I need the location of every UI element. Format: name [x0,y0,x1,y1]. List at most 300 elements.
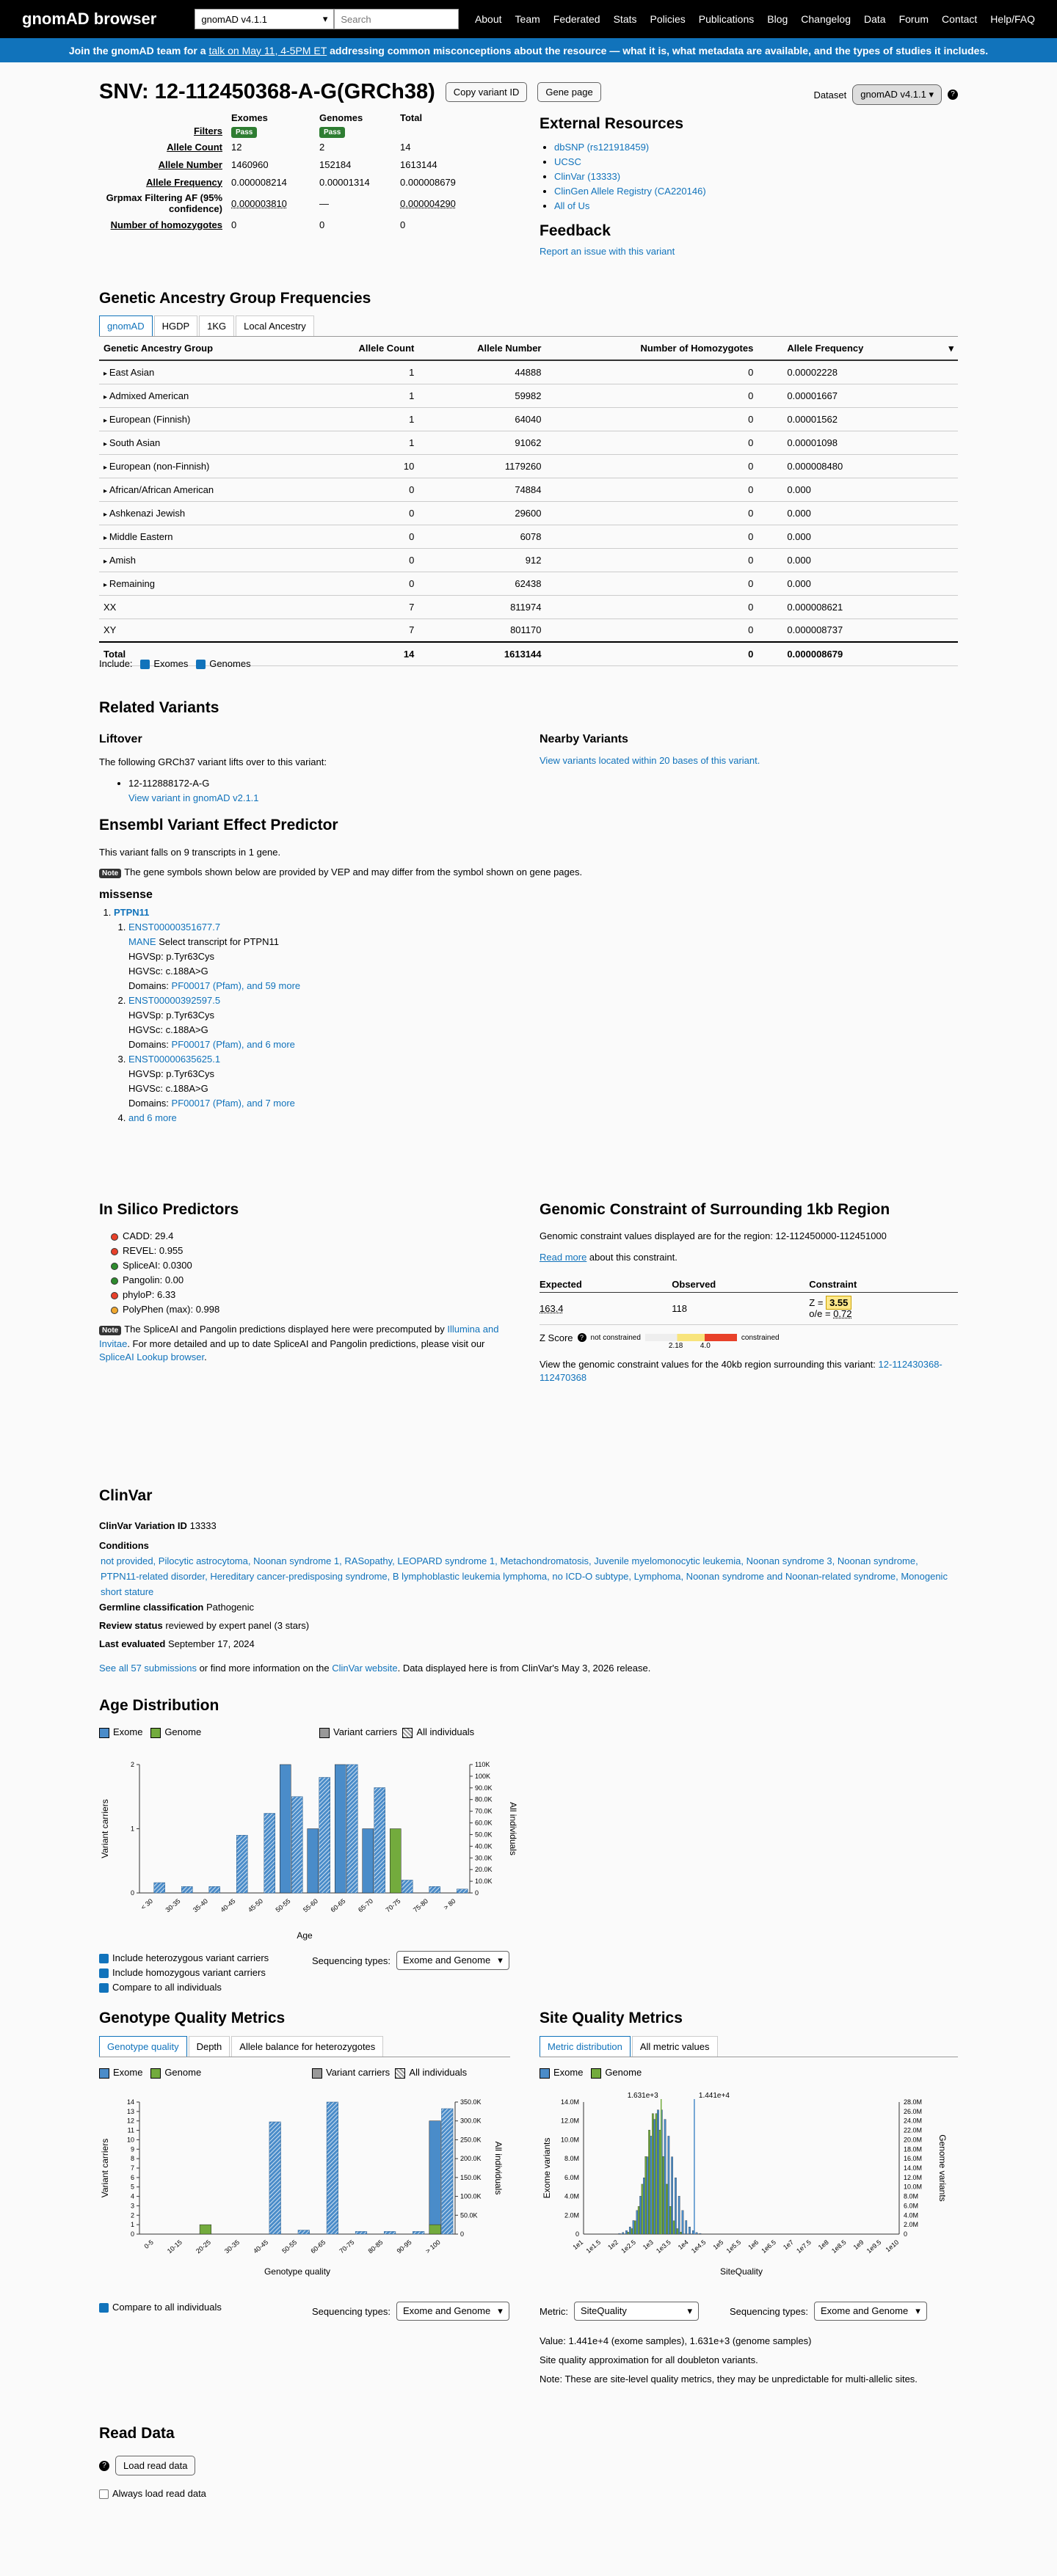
gq-chart [99,2087,525,2278]
genome-bar [655,2114,657,2234]
y2-axis-label: All individuals [508,1802,518,1856]
x-tick-label: 90-95 [395,2238,413,2255]
clinvar-section: ClinVar Variation ID 13333 Conditions not provided, Pilocytic astrocytoma, Noonan syndrome 1, RASopathy, LEOPARD syndrome 1, Metachondromatosis, Juvenile myelomonocytic leukemia, Noonan syndrome 3, Noonan syndrome, PTPN11-related disorder, Hereditary cancer-predisposing syndrome, B lymphoblastic leukemia lymphoma, no ICD-O subtype, Lymphoma, Noonan syndrome and Noonan-related syndrome, Monogenic short stature Germline classification Pathogenic Review status reviewed by expert panel (3 stars) Last evaluated September 17, 2024 See all 57 submissions or find more information on the ClinVar website. Data displayed here is from ClinVar's May 3, 2026 release. [99,1518,958,1676]
status-dot-icon [111,1292,118,1299]
y2-tick-label: 10.0K [475,1878,493,1886]
external-resources: External Resources • dbSNP (rs121918459) • UCSC • ClinVar (13333) • ClinGen Allele Registry (CA220146) • All of Us Feedback Report an issue with this variant [540,115,951,257]
always-load-checkbox[interactable] [99,2489,109,2499]
banner-link[interactable]: talk on May 11, 4-5PM ET [208,44,327,56]
metric-select[interactable]: SiteQuality ▾ [574,2302,699,2321]
y-tick-label: 0 [130,2230,134,2238]
gq-legend: Exome Genome Variant carriers All individuals [99,2067,510,2079]
y-tick-label: 14.0M [560,2098,579,2106]
gq-compare-checkbox[interactable] [99,2303,109,2313]
y2-tick-label: 6.0M [904,2202,919,2210]
constraint-title: Genomic Constraint of Surrounding 1kb Region [540,1201,890,1218]
y2-tick-label: 0 [460,2230,465,2238]
x-tick-label: 1e2 [606,2238,620,2252]
exome-bar [633,2220,634,2234]
y2-tick-label: 12.0M [904,2173,923,2181]
expand-icon[interactable]: ▸ [103,439,109,448]
y-tick-label: 1 [130,1825,134,1833]
y-axis-label: Exome variants [542,2137,552,2199]
exome-bar [696,2233,697,2234]
nav-blog[interactable]: Blog [767,13,788,25]
x-tick-label: 20-25 [194,2238,213,2255]
exomes-checkbox[interactable] [140,660,150,669]
exome-bar [636,2211,638,2234]
variant-header [99,80,601,104]
y-tick-label: 4 [130,2192,134,2200]
status-dot-icon [111,1263,118,1270]
y-tick-label: 12 [126,2117,134,2125]
compare-checkbox[interactable] [99,1983,109,1993]
x-tick-label: 1e1 [571,2238,585,2252]
expand-icon[interactable]: ▸ [103,416,109,425]
exome-bar [700,2233,701,2234]
insilico-section: CADD: 29.4 REVEL: 0.955 SpliceAI: 0.0300 Pangolin: 0.00 phyloP: 6.33 PolyPhen (max): 0.998 Note The SpliceAI and Pangolin predictions displayed here were precomputed by Illumina and Invitae. For more detailed and up to date SpliceAI and Pangolin predictions, please visit our SpliceAI Lookup browser. [99,1229,510,1364]
y2-tick-label: 8.0M [904,2192,919,2200]
clinvar-title: ClinVar [99,1487,153,1504]
all-individuals-bar [355,2231,367,2234]
all-individuals-bar [327,2102,338,2234]
all-individuals-bar [413,2231,424,2234]
all-individuals-bar [457,1889,468,1893]
x-tick-label: 1e9 [851,2238,865,2252]
help-icon[interactable]: ? [99,2461,109,2471]
status-dot-icon [111,1307,118,1314]
ancestry-row[interactable]: ▸ European (non-Finnish) 10 1179260 0 0.000008480 [99,454,958,478]
y-tick-label: 11 [127,2126,134,2134]
sq-seq-select[interactable]: Exome and Genome ▾ [814,2302,927,2321]
age-seq-types: Sequencing types: Exome and Genome ▾ [312,1951,509,1970]
exome-bar [682,2211,683,2234]
x-tick-label: 1e6 [747,2238,760,2252]
age-options: Include heterozygous variant carriers Include homozygous variant carriers Compare to all individuals [99,1951,269,1995]
x-tick-label: 55-60 [301,1897,320,1914]
y-tick-label: 2 [130,2211,134,2219]
search-input[interactable]: Search [334,9,459,29]
expand-icon[interactable]: ▸ [103,463,109,472]
genome-bar [200,2225,211,2234]
genome-bar [642,2184,643,2234]
y2-tick-label: 20.0M [904,2136,923,2144]
transcript-link[interactable]: ENST00000351677.7 [128,922,221,933]
gq-tabs [99,2036,510,2057]
clingen-link[interactable]: ClinGen Allele Registry (CA220146) [554,186,706,197]
nearby-link[interactable]: View variants located within 20 bases of this variant. [540,755,760,766]
predictor-item: Pangolin: 0.00 [111,1273,510,1288]
predictor-item: phyloP: 6.33 [111,1288,510,1302]
all-individuals-bar [429,1886,440,1893]
conditions-list[interactable]: not provided, Pilocytic astrocytoma, Noonan syndrome 1, RASopathy, LEOPARD syndrome 1, Metachondromatosis, Juvenile myelomonocytic leukemia, Noonan syndrome 3, Noonan syndrome, PTPN11-related disorder, Hereditary cancer-predisposing syndrome, B lymphoblastic leukemia lymphoma, no ICD-O subtype, Lymphoma, Noonan syndrome and Noonan-related syndrome, Monogenic short stature [101,1555,948,1597]
liftover-section: The following GRCh37 variant lifts over to this variant: • 12-112888172-A-G View variant in gnomAD v2.1.1 [99,755,327,806]
gq-compare: Compare to all individuals [99,2302,222,2313]
y2-tick-label: 300.0K [460,2117,482,2125]
x-tick-label: 50-55 [280,2238,299,2255]
x-tick-label: 35-40 [191,1897,210,1914]
exome-bar [429,2121,441,2234]
genome-bar [669,2206,671,2234]
genome-bar [628,2232,629,2234]
y-tick-label: 6 [130,2173,134,2181]
all-individuals-bar [209,1886,220,1893]
x-tick-label: 1e5 [711,2238,725,2252]
age-title: Age Distribution [99,1697,219,1714]
exome-bar [280,1765,291,1893]
all-individuals-bar [154,1883,165,1893]
y2-tick-label: 50.0K [460,2211,478,2219]
pass-badge: Pass [319,127,345,138]
x-tick-label: 1e9.5 [865,2238,883,2255]
x-tick-label: 50-55 [274,1897,292,1914]
expand-icon[interactable]: ▸ [103,557,109,566]
tab-local-ancestry[interactable]: Local Ancestry [236,315,314,336]
y-axis-label: Variant carriers [100,2138,110,2198]
ancestry-row[interactable]: ▸ African/African American 0 74884 0 0.000 [99,478,958,501]
x-tick-label: 30-35 [223,2238,241,2255]
ancestry-row[interactable]: ▸ European (Finnish) 1 64040 0 0.00001562 [99,407,958,431]
related-title: Related Variants [99,699,219,716]
liftover-title: Liftover [99,733,142,745]
all-individuals-bar [264,1814,275,1894]
x-tick-label: 70-75 [384,1897,402,1914]
nav-team[interactable]: Team [515,13,540,25]
help-icon[interactable]: ? [948,90,958,100]
y-tick-label: 3 [130,2202,134,2210]
x-tick-label: 30-35 [164,1897,182,1914]
x-tick-label: > 80 [442,1897,457,1911]
y-tick-label: 8.0M [564,2155,579,2163]
help-icon: ? [578,1333,586,1342]
load-read-data [99,2456,195,2475]
zscore-scale: Z Score ? not constrained 2.18 4.0 constrained [540,1332,780,1350]
x-tick-label: 1e10 [884,2238,901,2254]
constraint-table: Expected Observed Constraint 163.4 118 Z = 3.55 o/e = 0.72 [540,1277,958,1325]
readdata-title: Read Data [99,2425,175,2442]
ancestry-row[interactable]: ▸ Remaining 0 62438 0 0.000 [99,572,958,595]
include-options: Include: Exomes Genomes [99,658,251,669]
y2-tick-label: 18.0M [904,2145,923,2153]
y-tick-label: 2 [130,1761,134,1768]
exome-bar [647,2157,648,2234]
exome-bar [622,2233,624,2234]
y2-tick-label: 0 [904,2230,908,2238]
x-tick-label: 1e7 [782,2238,795,2252]
liftover-link[interactable]: View variant in gnomAD v2.1.1 [128,792,259,803]
y-tick-label: 8 [130,2155,134,2163]
x-tick-label: 40-45 [252,2238,270,2255]
nav-stats[interactable]: Stats [613,13,637,25]
ancestry-row: XX 7 811974 0 0.000008621 [99,595,958,619]
dataset-button[interactable]: gnomAD v4.1.1 ▾ [852,84,942,105]
chevron-down-icon: ▾ [322,13,328,24]
y2-tick-label: 16.0M [904,2155,923,2163]
sq-title: Site Quality Metrics [540,2010,683,2026]
ancestry-row[interactable]: ▸ Middle Eastern 0 6078 0 0.000 [99,525,958,548]
all-individuals-bar [269,2122,281,2234]
ancestry-row[interactable]: ▸ East Asian 1 44888 0 0.00002228 [99,360,958,384]
exome-bar [664,2120,666,2234]
exome-bar [689,2227,690,2234]
y2-tick-label: 60.0K [475,1819,493,1827]
all-individuals-bar [346,1765,357,1893]
exome-bar [619,2233,620,2234]
tab-all-metric-values[interactable]: All metric values [632,2036,718,2057]
genomes-checkbox[interactable] [196,660,206,669]
y-axis-label: Variant carriers [100,1799,110,1858]
y2-tick-label: 30.0K [475,1854,493,1862]
y2-tick-label: 250.0K [460,2136,482,2144]
x-tick-label: 75-80 [411,1897,430,1914]
y-tick-label: 9 [130,2145,134,2153]
sq-tabs [540,2036,958,2057]
x-tick-label: 1e3.5 [655,2238,672,2255]
exome-bar [625,2230,627,2234]
ancestry-tabs [99,315,958,337]
x-tick-label: 0-5 [142,2238,155,2250]
nav-help[interactable]: Help/FAQ [990,13,1035,25]
exome-bar [675,2178,676,2234]
genome-bar [634,2221,636,2234]
genome-bar [631,2228,633,2234]
expand-icon[interactable]: ▸ [103,580,109,589]
exome-bar [657,2110,658,2234]
nearby-title: Nearby Variants [540,733,628,745]
gq-title: Genotype Quality Metrics [99,2010,286,2026]
page-title: SNV: 12-112450368-A-G(GRCh38) [99,80,435,103]
y-tick-label: 4.0M [564,2192,579,2200]
all-individuals-bar [291,1797,302,1893]
dataset-picker: Dataset gnomAD v4.1.1 ▾ ? [813,84,958,105]
y2-tick-label: 100K [475,1772,491,1780]
x-tick-label: 60-65 [309,2238,327,2255]
allofus-link[interactable]: All of Us [554,200,590,211]
gene-link[interactable]: PTPN11 [114,907,150,918]
x-tick-label: > 100 [424,2238,442,2255]
genome-bar [666,2184,667,2234]
status-dot-icon [111,1277,118,1285]
top-nav-bar [0,0,1057,38]
x-tick-label: 60-65 [329,1897,347,1914]
exome-bar [639,2196,641,2234]
y-tick-label: 10.0M [560,2136,579,2144]
exome-bar [629,2227,631,2234]
tab-metric-distribution[interactable]: Metric distribution [540,2036,631,2057]
age-legend: Exome Genome Variant carriers All individuals [99,1726,510,1738]
x-tick-label: 65-70 [356,1897,375,1914]
load-read-data-button[interactable]: Load read data [115,2456,195,2475]
dbsnp-link[interactable]: dbSNP (rs121918459) [554,142,650,153]
announcement-banner: Join the gnomAD team for a talk on May 11, 4-5PM ET addressing common misconceptions about the resource — what it is, what metadata are available, and the types of studies it includes. [0,38,1057,62]
x-tick-label: 1e8 [816,2238,830,2252]
ancestry-title: Genetic Ancestry Group Frequencies [99,290,371,307]
x-tick-label: 80-85 [366,2238,385,2255]
genome-bar [677,2228,678,2234]
exome-bar [654,2120,655,2234]
always-load: Always load read data [99,2488,206,2499]
y2-tick-label: 150.0K [460,2173,482,2181]
y2-tick-label: 40.0K [475,1842,493,1850]
y2-tick-label: 2.0M [904,2221,919,2229]
y-tick-label: 1 [130,2221,134,2229]
ucsc-link[interactable]: UCSC [554,156,581,167]
exome-bar [363,1829,374,1894]
x-tick-label: 1e2.5 [620,2238,637,2255]
exome-bar [692,2230,694,2234]
more-transcripts-link[interactable]: and 6 more [128,1112,177,1123]
main-content [99,62,958,2576]
all-individuals-bar [374,1788,385,1894]
y2-tick-label: 50.0K [475,1831,493,1839]
x-tick-label: 1e1.5 [584,2238,603,2255]
all-individuals-bar [441,2109,453,2234]
x-tick-label: 1e8.5 [829,2238,848,2255]
x-tick-label: 45-50 [246,1897,265,1914]
y-tick-label: 6.0M [564,2173,579,2181]
genome-marker-label: 1.631e+3 [627,2092,658,2100]
hom-checkbox[interactable] [99,1969,109,1978]
all-individuals-bar [236,1835,247,1893]
ancestry-row[interactable]: ▸ Amish 0 912 0 0.000 [99,548,958,572]
nav-data[interactable]: Data [864,13,886,25]
y2-tick-label: 14.0M [904,2164,923,2172]
tab-depth[interactable]: Depth [189,2036,230,2057]
logo[interactable]: gnomAD browser [22,10,157,28]
tab-gnomad[interactable]: gnomAD [99,315,153,336]
sq-description: Value: 1.441e+4 (exome samples), 1.631e+3 (genome samples) Site quality approximation for all doubleton variants. Note: These are site-level quality metrics, they may be unpredictable for multi-allelic sites. [540,2335,918,2385]
expand-icon[interactable]: ▸ [103,533,109,542]
x-axis-label: Age [297,1930,313,1941]
nav-forum[interactable]: Forum [898,13,929,25]
z-badge: 3.55 [826,1296,851,1310]
status-dot-icon [111,1233,118,1241]
genome-bar [659,2130,661,2234]
x-tick-label: 10-15 [165,2238,184,2255]
clinvar-link[interactable]: ClinVar (13333) [554,171,621,182]
gq-seq-select[interactable]: Exome and Genome ▾ [396,2302,509,2321]
predictor-item: CADD: 29.4 [111,1229,510,1244]
exome-bar [668,2136,669,2234]
tab-genotype-quality[interactable]: Genotype quality [99,2036,187,2057]
predictor-item: SpliceAI: 0.0300 [111,1258,510,1273]
exome-bar [650,2136,652,2234]
all-individuals-bar [402,1880,413,1894]
y2-tick-label: 26.0M [904,2107,923,2115]
x-tick-label: 1e7.5 [795,2238,813,2255]
y-tick-label: 13 [126,2107,134,2115]
y2-tick-label: 110K [475,1761,490,1768]
x-tick-label: 1e4.5 [689,2238,708,2255]
expand-icon[interactable]: ▸ [103,510,109,519]
insilico-title: In Silico Predictors [99,1201,239,1218]
genome-bar [663,2156,664,2234]
vep-title: Ensembl Variant Effect Predictor [99,817,338,833]
nav-about[interactable]: About [474,13,502,25]
y2-axis-label: Genome variants [937,2134,948,2202]
x-tick-label: 70-75 [338,2238,356,2255]
exome-bar [308,1829,319,1894]
expand-icon[interactable]: ▸ [103,486,109,495]
expand-icon[interactable]: ▸ [103,393,109,401]
transcript-link[interactable]: ENST00000392597.5 [128,995,221,1006]
genome-bar [429,2225,441,2234]
all-individuals-bar [298,2230,310,2234]
genome-bar [390,1829,401,1894]
y-tick-label: 5 [130,2183,134,2191]
dataset-select[interactable]: gnomAD v4.1.1 ▾ [195,9,334,29]
nav-contact[interactable]: Contact [942,13,978,25]
ancestry-row[interactable]: ▸ South Asian 1 91062 0 0.00001098 [99,431,958,454]
y-tick-label: 0 [575,2230,579,2238]
age-seq-select[interactable]: Exome and Genome ▾ [396,1951,509,1970]
predictor-item: PolyPhen (max): 0.998 [111,1302,510,1317]
y2-tick-label: 4.0M [904,2211,919,2219]
y-tick-label: 0 [130,1889,134,1897]
y2-tick-label: 80.0K [475,1795,493,1803]
het-checkbox[interactable] [99,1954,109,1963]
sq-controls: Metric: SiteQuality ▾ Sequencing types: Exome and Genome ▾ [540,2302,958,2321]
x-tick-label: 1e5.5 [724,2238,743,2255]
y2-tick-label: 200.0K [460,2155,482,2163]
exome-marker-label: 1.441e+4 [698,2092,730,2100]
y-tick-label: 7 [130,2164,134,2172]
y2-tick-label: 100.0K [460,2192,482,2200]
predictor-item: REVEL: 0.955 [111,1244,510,1258]
nav-publications[interactable]: Publications [698,13,755,25]
y2-tick-label: 10.0M [904,2183,923,2191]
age-chart [99,1750,525,1948]
y2-tick-label: 20.0K [475,1866,493,1874]
nav-federated[interactable]: Federated [553,13,600,25]
genome-bar [652,2114,653,2234]
all-individuals-bar [384,2231,396,2234]
y2-axis-label: All individuals [493,2141,504,2195]
x-tick-label: 1e3 [641,2238,655,2252]
nav-links [475,13,1035,25]
tab-allele-balance[interactable]: Allele balance for heterozygotes [231,2036,383,2057]
pass-badge: Pass [231,127,257,138]
all-individuals-bar [181,1886,192,1893]
gene-page-button[interactable]: Gene page [537,82,600,102]
ancestry-row[interactable]: ▸ Admixed American 1 59982 0 0.00001667 [99,384,958,407]
expand-icon[interactable]: ▸ [103,369,109,378]
gq-seq-types: Sequencing types: Exome and Genome ▾ [312,2302,509,2321]
ancestry-row[interactable]: ▸ Ashkenazi Jewish 0 29600 0 0.000 [99,501,958,525]
tab-hgdp[interactable]: HGDP [154,315,198,336]
report-issue-link[interactable]: Report an issue with this variant [540,246,675,257]
y2-tick-label: 90.0K [475,1784,493,1792]
exome-bar [686,2220,687,2234]
x-tick-label: 40-45 [219,1897,237,1914]
x-tick-label: < 30 [139,1897,155,1911]
genome-bar [648,2130,650,2234]
nav-policies[interactable]: Policies [650,13,686,25]
copy-variant-button[interactable]: Copy variant ID [446,82,528,102]
y-tick-label: 2.0M [564,2211,579,2219]
exome-bar [678,2196,680,2234]
y-tick-label: 12.0M [560,2117,579,2125]
nav-changelog[interactable]: Changelog [801,13,851,25]
sq-chart [540,2087,958,2278]
tab-1kg[interactable]: 1KG [199,315,234,336]
constraint-section: Genomic constraint values displayed are for the region: 12-112450000-112451000 Read more about this constraint. Expected Observed Constraint 163.4 118 Z = 3.55 o/e = 0.72 Z Score ? not constrained 2.18 4.0 constrained View the genomic constraint values for the 40kb region surrounding this variant: 12-112430368-112470368 [540,1230,958,1384]
y2-tick-label: 0 [475,1889,479,1897]
x-tick-label: 1e6.5 [760,2238,778,2255]
transcript-link[interactable]: ENST00000635625.1 [128,1054,221,1065]
ancestry-row: XY 7 801170 0 0.000008737 [99,619,958,642]
genome-bar [680,2232,681,2234]
